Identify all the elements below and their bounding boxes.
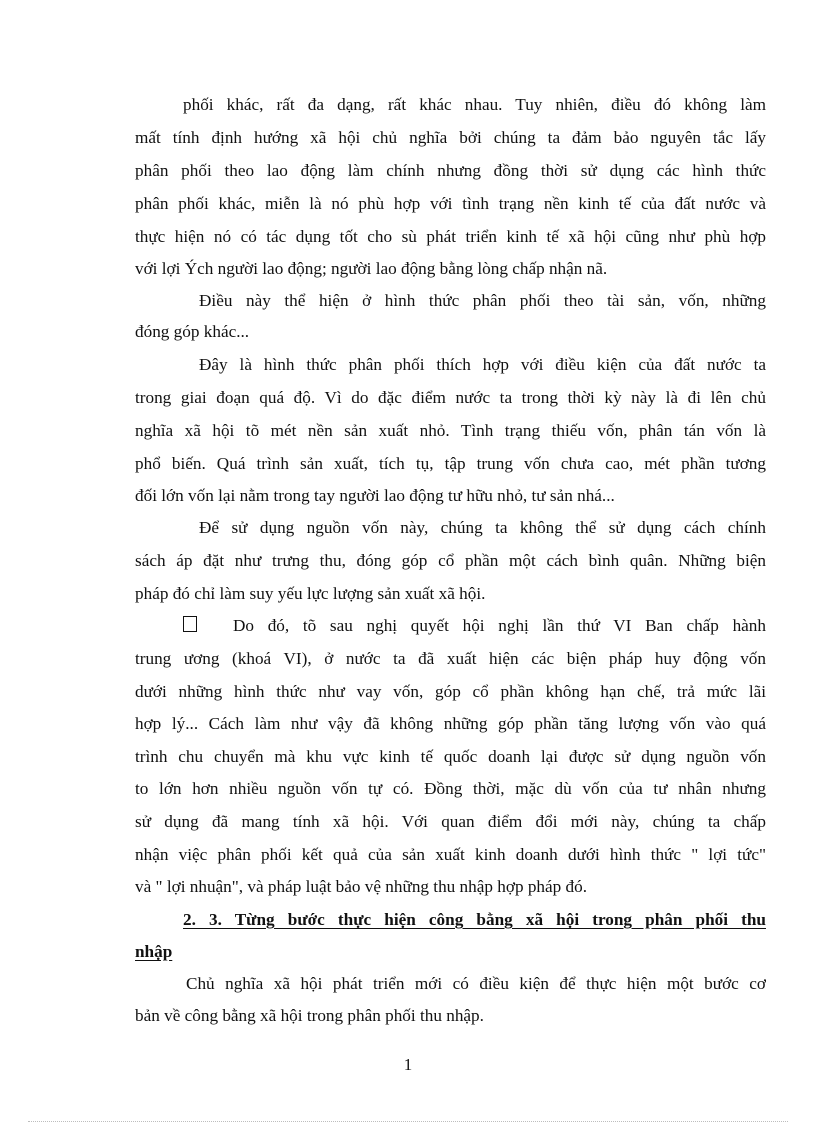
paragraph-5-line-7: sử dụng đã mang tính xã hội. Với quan điểm đổi mới này, chúng ta chấp xyxy=(135,812,766,831)
paragraph-2-line-1: Điều này thể hiện ở hình thức phân phối theo tài sản, vốn, những xyxy=(199,291,766,310)
paragraph-3-line-4: phổ biến. Quá trình sản xuất, tích tụ, tập trung vốn chưa cao, mét phần tương xyxy=(135,454,766,473)
paragraph-2-line-2: đóng góp khác... xyxy=(135,322,250,341)
paragraph-1-line-4: phân phối khác, miễn là nó phù hợp với tình trạng nền kinh tế của đất nước và xyxy=(135,194,766,213)
paragraph-3-line-2: trong giai đoạn quá độ. Vì do đặc điểm nước ta trong thời kỳ này là đi lên chủ xyxy=(135,388,766,407)
paragraph-1-line-3: phân phối theo lao động làm chính nhưng đồng thời sử dụng các hình thức xyxy=(135,161,766,180)
paragraph-1-line-5: thực hiện nó có tác dụng tốt cho sù phát triển kinh tế xã hội cũng như phù hợp xyxy=(135,227,766,246)
page-number: 1 xyxy=(403,1055,413,1074)
paragraph-4-line-1: Để sử dụng nguồn vốn này, chúng ta không thể sử dụng cách chính xyxy=(199,518,766,537)
paragraph-1-line-1: phối khác, rất đa dạng, rất khác nhau. Tuy nhiên, điều đó không làm xyxy=(183,95,766,114)
paragraph-5-line-9: và " lợi nhuận", và pháp luật bảo vệ những thu nhập hợp pháp đó. xyxy=(135,877,588,896)
paragraph-5-line-4: hợp lý... Cách làm như vậy đã không những góp phần tăng lượng vốn vào quá xyxy=(135,714,766,733)
paragraph-3-line-1: Đây là hình thức phân phối thích hợp với điều kiện của đất nước ta xyxy=(199,355,766,374)
paragraph-3-line-3: nghĩa xã hội tõ mét nền sản xuất nhỏ. Tình trạng thiếu vốn, phân tán vốn là xyxy=(135,421,766,440)
paragraph-6-line-2: bản về công bằng xã hội trong phân phối thu nhập. xyxy=(135,1006,484,1025)
paragraph-4-line-2: sách áp đặt như trưng thu, đóng góp cổ phần một cách bình quân. Những biện xyxy=(135,551,766,570)
paragraph-4-line-3: pháp đó chỉ làm suy yếu lực lượng sản xuất xã hội. xyxy=(135,584,486,603)
paragraph-5-line-3: dưới những hình thức như vay vốn, góp cổ phần không hạn chế, trả mức lãi xyxy=(135,682,766,701)
paragraph-5-line-5: trình chu chuyển mà khu vực kinh tế quốc doanh lại được sử dụng nguồn vốn xyxy=(135,747,766,766)
paragraph-1-line-6: với lợi Ých người lao động; người lao động bằng lòng chấp nhận nã. xyxy=(135,259,608,278)
paragraph-5-line-6: to lớn hơn nhiều nguồn vốn tự có. Đồng thời, mặc dù vốn của tư nhân nhưng xyxy=(135,779,766,798)
paragraph-5-line-2: trung ương (khoá VI), ở nước ta đã xuất hiện các biện pháp huy động vốn xyxy=(135,649,766,668)
paragraph-1-line-2: mất tính định hướng xã hội chủ nghĩa bởi chúng ta đảm bảo nguyên tắc lấy xyxy=(135,128,766,147)
square-bullet-icon xyxy=(183,616,197,632)
paragraph-6-line-1: Chủ nghĩa xã hội phát triển mới có điều kiện để thực hiện một bước cơ xyxy=(186,974,766,993)
section-heading-line-2: nhập xyxy=(135,942,173,961)
paragraph-5-line-1: Do đó, tõ sau nghị quyết hội nghị lần thứ VI Ban chấp hành xyxy=(233,616,766,635)
paragraph-3-line-5: đối lớn vốn lại nằm trong tay người lao động tư hữu nhỏ, tư sản nhá... xyxy=(135,486,615,505)
page-bottom-divider xyxy=(28,1121,788,1122)
section-heading-line-1: 2. 3. Từng bước thực hiện công bằng xã hội trong phân phối thu xyxy=(183,910,766,929)
paragraph-5-line-8: nhận việc phân phối kết quả của sản xuất kinh doanh dưới hình thức " lợi tức" xyxy=(135,845,766,864)
